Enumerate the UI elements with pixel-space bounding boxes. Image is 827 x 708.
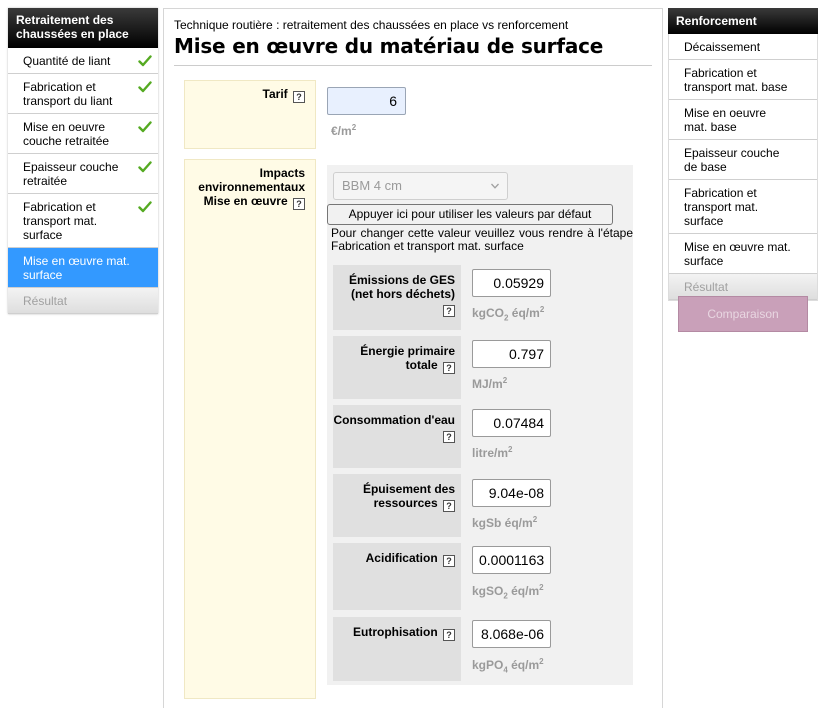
acidification-input[interactable] [472, 546, 551, 574]
impact-label: Consommation d'eau [333, 413, 455, 427]
impact-label-cell [333, 617, 461, 681]
left-nav-item-label: Mise en œuvre mat. surface [23, 254, 130, 282]
chevron-down-icon [491, 182, 499, 190]
help-icon[interactable]: ? [443, 431, 455, 443]
impact-label-cell [333, 405, 461, 468]
ressources-input[interactable] [472, 479, 551, 507]
left-nav-list [8, 48, 158, 314]
impact-row-ressources [333, 474, 617, 537]
left-nav-item-mise-en-oeuvre-retraitee[interactable] [8, 114, 158, 154]
left-nav-item-epaisseur-retraitee[interactable] [8, 154, 158, 194]
left-nav-item-fabrication-liant[interactable] [8, 74, 158, 114]
left-nav-header: Retraitement des chaussées en place [8, 8, 158, 48]
impacts-panel [327, 165, 633, 685]
energie-unit: $MJ/m^2$ [472, 376, 508, 391]
tarif-label-cell [184, 80, 316, 149]
check-icon [138, 120, 152, 134]
impact-label: Émissions de GES (net hors déchets) [348, 273, 455, 301]
left-nav-item-label: Mise en oeuvre couche retraitée [23, 120, 110, 148]
eau-unit: litre/$m^2$ [472, 445, 513, 460]
help-icon[interactable]: ? [293, 198, 305, 210]
tarif-unit: $€/m^2$ [331, 123, 357, 138]
right-nav-item-fabrication-base[interactable] [669, 60, 817, 100]
check-icon [138, 200, 152, 214]
help-icon[interactable]: ? [443, 629, 455, 641]
right-nav-item-label: Fabrication et transport mat. surface [684, 186, 759, 228]
impacts-label: Impacts environnementaux Mise en œuvre [198, 166, 305, 208]
help-icon[interactable]: ? [443, 362, 455, 374]
right-nav-item-epaisseur-base[interactable] [669, 140, 817, 180]
right-nav-item-mise-en-oeuvre-surface[interactable] [669, 234, 817, 274]
impact-row-ges [333, 265, 617, 330]
check-icon [138, 80, 152, 94]
comparison-button[interactable]: Comparaison [678, 296, 808, 332]
tarif-input[interactable] [327, 87, 406, 115]
energie-input[interactable] [472, 340, 551, 368]
ressources-unit: kgSb $éq/m^2$ [472, 515, 538, 530]
eutrophisation-unit: kgPO$_4$ $éq/m^2$ [472, 657, 544, 675]
right-nav-item-label: Epaisseur couche de base [684, 146, 780, 174]
left-nav-item-label: Epaisseur couche retraitée [23, 160, 119, 188]
acidification-unit: kgSO$_2$ $éq/m^2$ [472, 583, 544, 601]
eutrophisation-input[interactable] [472, 620, 551, 648]
right-nav-item-label: Fabrication et transport mat. base [684, 66, 788, 94]
left-nav-item-label: Fabrication et transport mat. surface [23, 200, 98, 242]
check-icon [138, 54, 152, 68]
right-nav-item-decaissement[interactable] [669, 34, 817, 60]
impact-label: Eutrophisation [352, 625, 438, 639]
left-nav-item-mise-en-oeuvre-surface[interactable] [8, 248, 158, 288]
tarif-label: Tarif [262, 87, 288, 101]
breadcrumb: Technique routière : retraitement des chaussées en place vs renforcement [174, 18, 569, 32]
left-nav-item-label: Résultat [23, 294, 68, 308]
right-nav-item-fabrication-surface[interactable] [669, 180, 817, 234]
impact-row-energie [333, 336, 617, 399]
material-select: BBM 4 cm [333, 172, 508, 200]
help-icon[interactable]: ? [293, 91, 305, 103]
default-values-help-text: Pour changer cette valeur veuillez vous rendre à l'étape Fabrication et transport mat. surface [331, 226, 633, 253]
right-nav-panel [668, 8, 818, 301]
title-divider [174, 65, 652, 66]
help-icon[interactable]: ? [443, 500, 455, 512]
left-nav-panel [8, 8, 158, 314]
impact-row-eutrophisation [333, 617, 617, 681]
impact-label: Épuisement des ressources [362, 482, 455, 510]
ges-unit: kgCO$_2$ $éq/m^2$ [472, 305, 545, 323]
impact-label: Énergie primaire totale [360, 344, 455, 372]
impact-row-eau [333, 405, 617, 468]
impact-label-cell [333, 474, 461, 537]
impact-label: Acidification [365, 551, 438, 565]
left-nav-item-fabrication-surface[interactable] [8, 194, 158, 248]
main-content [163, 8, 663, 708]
help-icon[interactable]: ? [443, 305, 455, 317]
eau-input[interactable] [472, 409, 551, 437]
check-icon [138, 160, 152, 174]
right-nav-item-label: Résultat [684, 280, 729, 294]
page-title: Mise en œuvre du matériau de surface [174, 34, 604, 58]
right-nav-list [668, 34, 818, 301]
right-nav-item-label: Mise en œuvre mat. surface [684, 240, 791, 268]
help-icon[interactable]: ? [443, 555, 455, 567]
use-default-values-button[interactable]: Appuyer ici pour utiliser les valeurs par défaut [327, 204, 613, 225]
impact-label-cell [333, 336, 461, 399]
impacts-label-cell [184, 159, 316, 699]
ges-input[interactable] [472, 269, 551, 297]
impact-label-cell [333, 265, 461, 330]
left-nav-item-label: Fabrication et transport du liant [23, 80, 113, 108]
impact-label-cell [333, 543, 461, 610]
right-nav-item-label: Mise en oeuvre mat. base [684, 106, 767, 134]
left-nav-item-label: Quantité de liant [23, 54, 111, 68]
right-nav-header: Renforcement [668, 8, 818, 34]
left-nav-item-quantite-liant[interactable] [8, 48, 158, 74]
right-nav-item-mise-en-oeuvre-base[interactable] [669, 100, 817, 140]
left-nav-item-resultat [8, 288, 158, 314]
right-nav-item-label: Décaissement [684, 40, 761, 54]
impact-row-acidification [333, 543, 617, 610]
